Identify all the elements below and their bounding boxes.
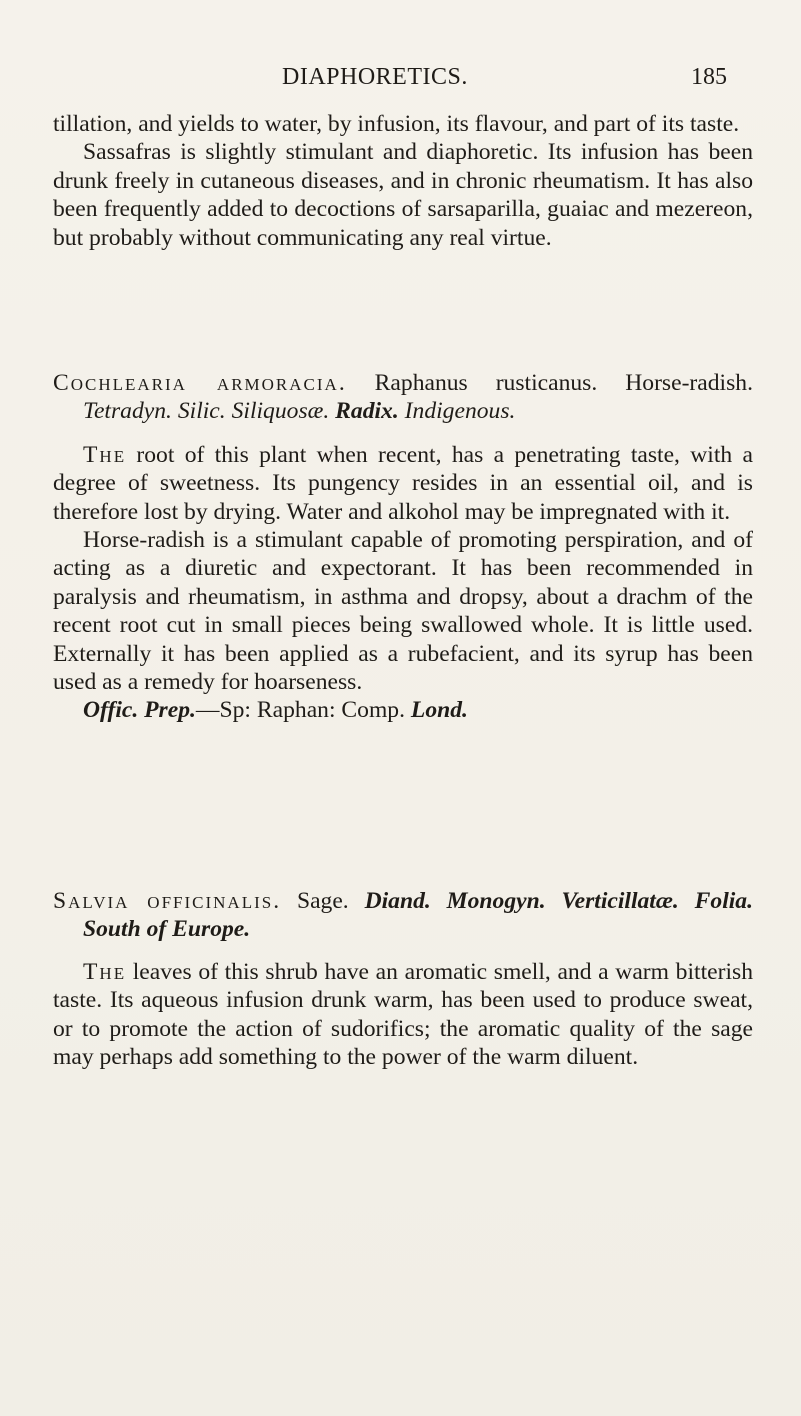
salvia-origin: South of Europe. — [83, 916, 251, 943]
cochlearia-part: Radix. — [335, 398, 399, 425]
cochlearia-section — [53, 369, 753, 725]
salvia-paragraph-text: leaves of this shrub have an aromatic smell, and a warm bitterish taste. Its aqueous infusion drunk warm, has been used to produce sweat, or to promote the action of sudorifics; the aromatic quality of the sage may perhaps add something to the power of the warm diluent. — [53, 958, 753, 1071]
salvia-heading — [53, 887, 753, 944]
continuation-text: tillation, and yields to water, by infusion, its flavour, and part of its taste. — [53, 111, 740, 137]
officinal-prep-text: —Sp: Raphan: Comp. — [195, 697, 411, 724]
sassafras-paragraph: Sassafras is slightly stimulant and diaphoretic. Its infusion has been drunk freely in cutaneous diseases, and in chronic rheumatism. It has also been frequently added to decoctions of sarsaparilla, guaiac and mezereon, but probably without communicating any real virtue. — [53, 139, 753, 251]
salvia-class: Diand. Monogyn. — [364, 888, 546, 914]
salvia-latin-name: Salvia officinalis. — [53, 888, 282, 914]
cochlearia-origin: Indigenous. — [404, 398, 516, 425]
sassafras-section — [53, 110, 753, 252]
officinal-prep-place: Lond. — [410, 697, 468, 724]
cochlearia-paragraph-1 — [53, 441, 753, 526]
cochlearia-paragraph-2: Horse-radish is a stimulant capable of promoting perspiration, and of acting as a diuretic and expectorant. It has been recommended in paralysis and rheumatism, in asthma and dropsy, about a drachm of the recent root cut in small pieces being swallowed whole. It is little used. Externally it has been applied as a rubefacient, and its syrup has been used as a remedy for hoarseness. — [53, 527, 753, 696]
page-number: 185 — [691, 64, 727, 90]
cochlearia-paragraph-1-text: root of this plant when recent, has a penetrating taste, with a degree of sweetness. Its pungency resides in an essential oil, and is therefore lost by drying. Water and alkohol may be impregnated with it. — [53, 441, 753, 525]
salvia-lead-word: The — [83, 958, 127, 985]
cochlearia-order: Silic. — [177, 398, 226, 425]
salvia-common-name: Sage. — [281, 888, 365, 914]
cochlearia-lead-word: The — [83, 441, 127, 468]
cochlearia-family: Siliquosæ. — [231, 398, 330, 425]
salvia-order: Verticillatæ. — [561, 888, 679, 914]
cochlearia-class: Tetradyn. — [83, 398, 172, 425]
cochlearia-synonym: Raphanus rusticanus. Horse-radish. — [346, 370, 753, 396]
cochlearia-officinal-prep — [53, 696, 753, 724]
cochlearia-heading — [53, 369, 753, 426]
cochlearia-latin-name: Cochlearia armoracia. — [53, 370, 347, 396]
salvia-part: Folia. — [694, 888, 753, 914]
salvia-section — [53, 887, 753, 1071]
running-title: DIAPHORETICS. — [282, 64, 468, 90]
officinal-prep-label: Offic. Prep. — [83, 697, 196, 724]
salvia-paragraph — [53, 958, 753, 1072]
